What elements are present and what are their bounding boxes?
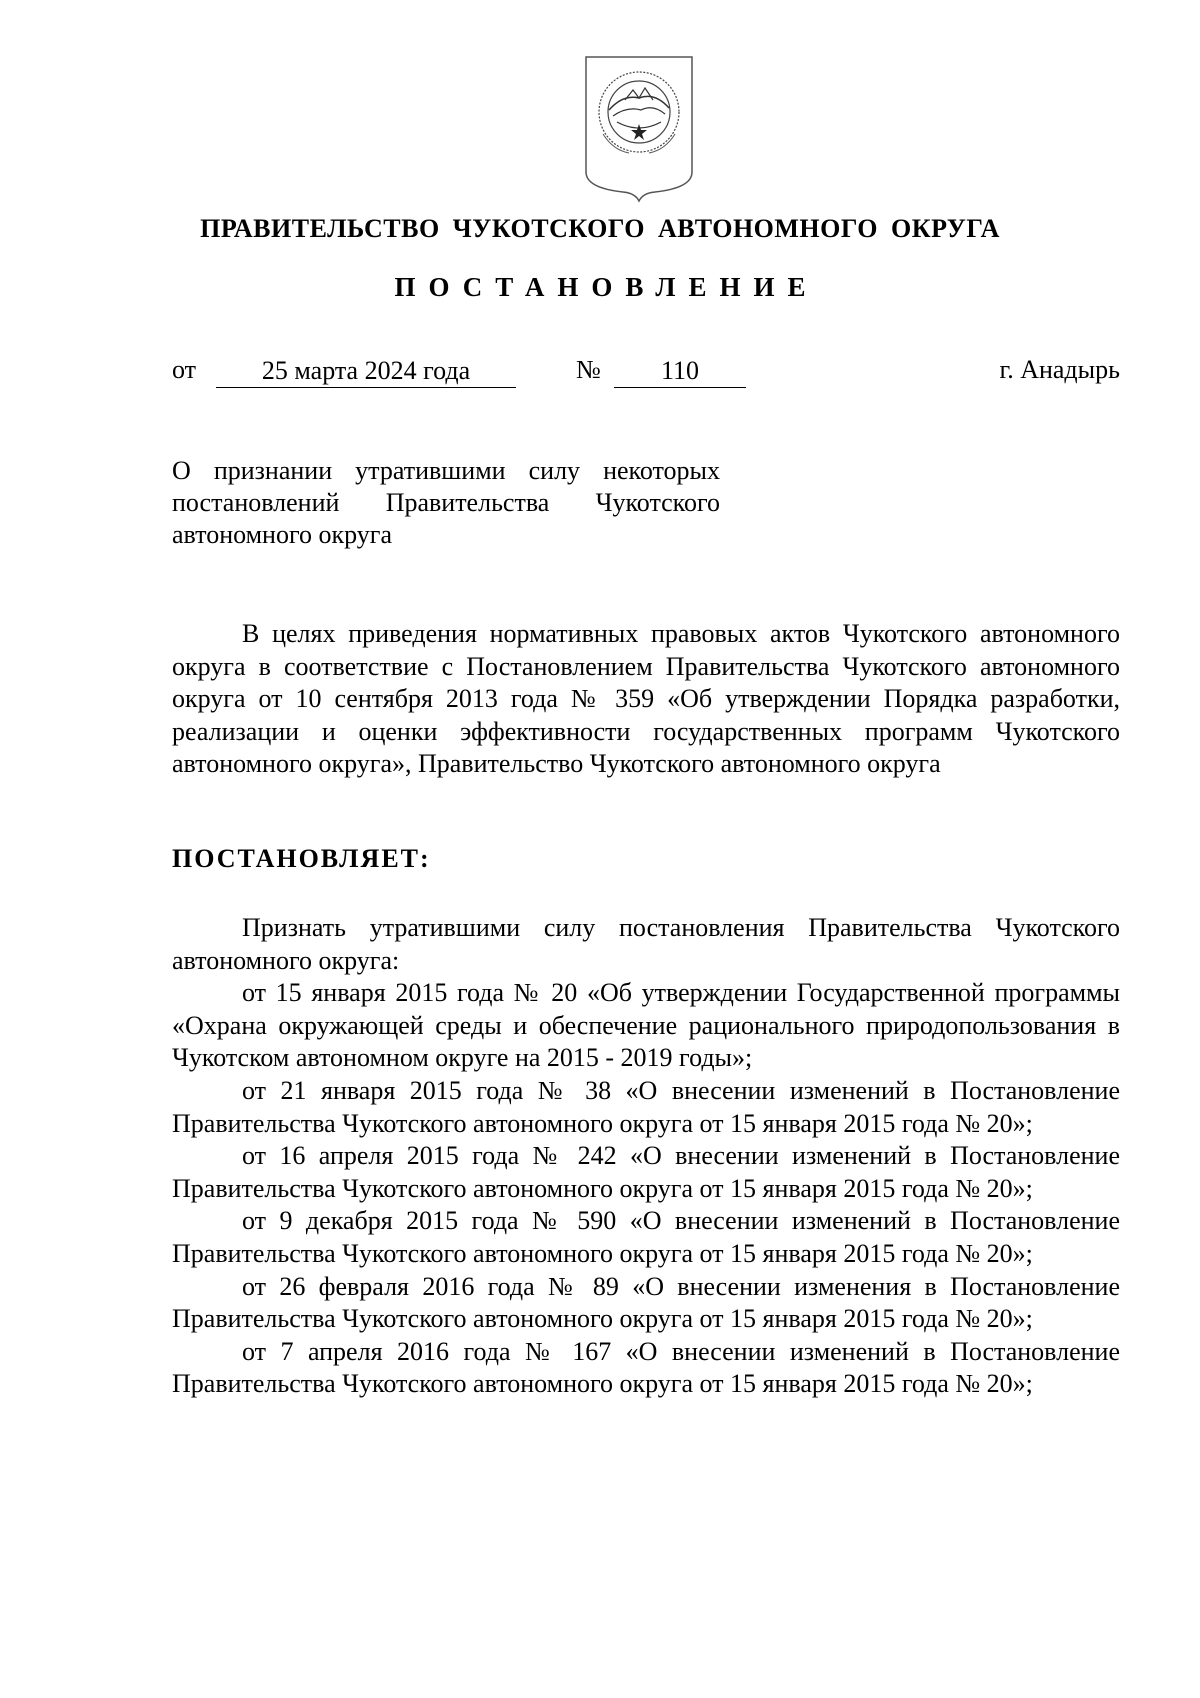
document-date: 25 марта 2024 года [216, 355, 516, 388]
coat-of-arms-icon [583, 54, 695, 204]
decree-item: от 26 февраля 2016 года № 89 «О внесении изменения в Постановление Правительства Чукотского автономного округа от 15 января 2015 года № 20»; [172, 1271, 1120, 1334]
preamble-paragraph: В целях приведения нормативных правовых актов Чукотского автономного округа в соответствие с Постановлением Правительства Чукотского автономного округа от 10 сентября 2013 года № 359 «Об утверждении Порядка разработки, реализации и оценки эффективности государственных программ Чукотского автономного округа», Правительство Чукотского автономного округа [172, 619, 1120, 779]
decree-item: от 7 апреля 2016 года № 167 «О внесении изменений в Постановление Правительства Чукотского автономного округа от 15 января 2015 года № 20»; [172, 1336, 1120, 1399]
decree-item: от 16 апреля 2015 года № 242 «О внесении изменений в Постановление Правительства Чукотского автономного округа от 15 января 2015 года № 20»; [172, 1141, 1120, 1203]
decree-heading: ПОСТАНОВЛЯЕТ: [172, 844, 431, 873]
document-number: 110 [614, 355, 746, 388]
decree-items [172, 912, 1120, 1401]
from-label: от [172, 355, 197, 384]
document-type-title: ПОСТАНОВЛЕНИЕ [394, 272, 819, 302]
decree-item: от 21 января 2015 года № 38 «О внесении изменений в Постановление Правительства Чукотского автономного округа от 15 января 2015 года № 20»; [172, 1075, 1120, 1138]
decree-item: от 15 января 2015 года № 20 «Об утверждении Государственной программы «Охрана окружающей среды и обеспечение рационального природопользования в Чукотском автономном округе на 2015 - 2019 годы»; [172, 978, 1120, 1073]
decree-item: от 9 декабря 2015 года № 590 «О внесении изменений в Постановление Правительства Чукотского автономного округа от 15 января 2015 года № 20»; [172, 1206, 1120, 1268]
number-label: № [576, 355, 601, 384]
decree-item: Признать утратившими силу постановления Правительства Чукотского автономного округа: [172, 913, 1120, 975]
organization-title: ПРАВИТЕЛЬСТВО ЧУКОТСКОГО АВТОНОМНОГО ОКРУГА [200, 214, 1000, 243]
document-meta-line [172, 355, 1120, 391]
document-subject: О признании утратившими силу некоторых постановлений Правительства Чукотского автономного округа [172, 456, 720, 549]
document-city: г. Анадырь [999, 355, 1120, 384]
